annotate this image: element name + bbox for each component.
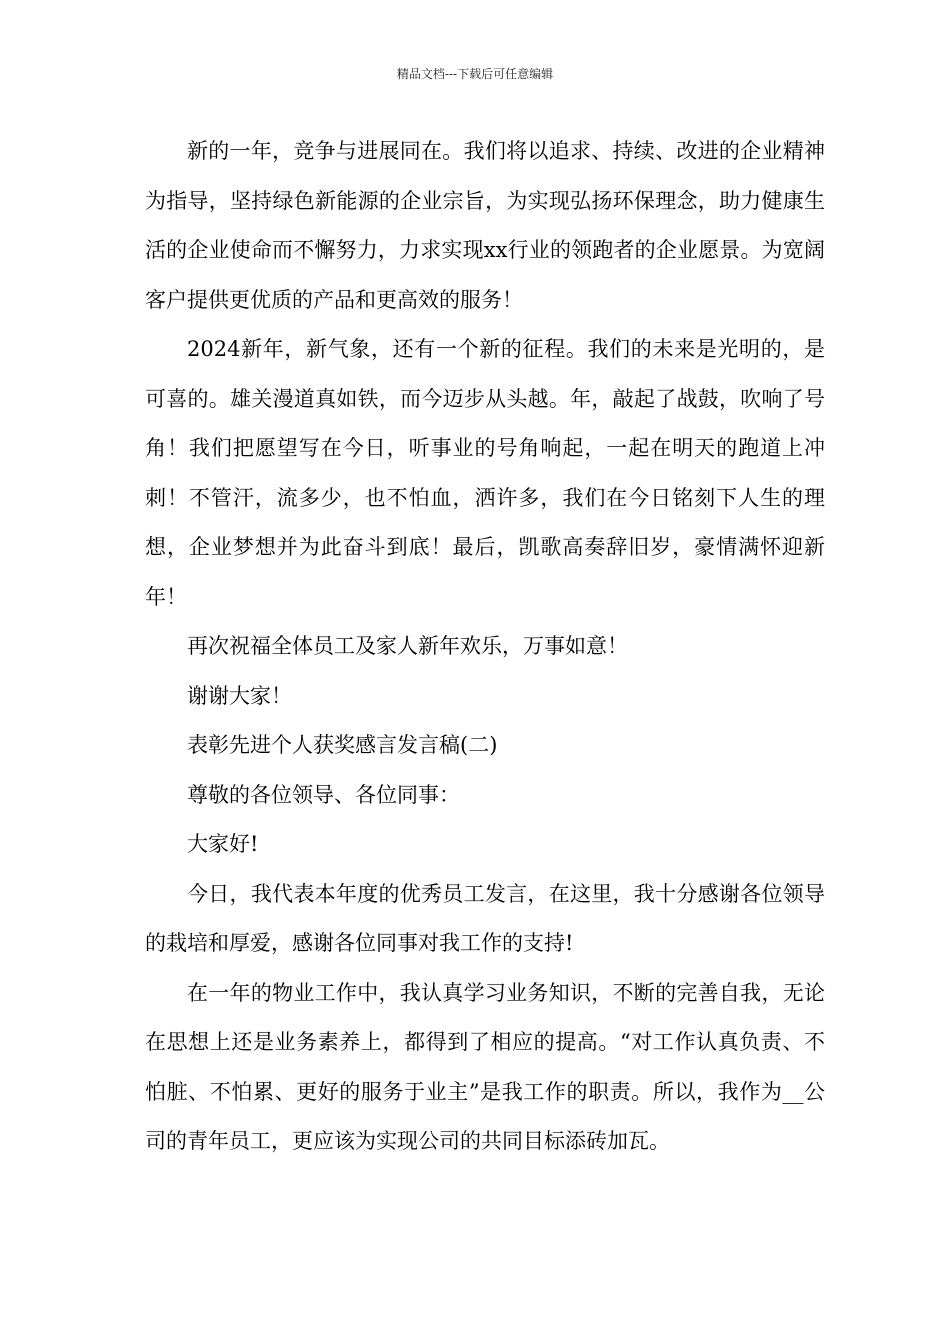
paragraph-work-summary: 在一年的物业工作中，我认真学习业务知识，不断的完善自我，无论在思想上还是业务素养上，都得到了相应的提高。“对工作认真负责、不怕脏、不怕累、更好的服务于业主”是我工作的职责。所以，我作为__公司的青年员工，更应该为实现公司的共同目标添砖加瓦。 [145,980,825,1153]
greeting: 大家好! [187,832,259,856]
paragraph-speech-intro: 今日，我代表本年度的优秀员工发言，在这里，我十分感谢各位领导的栽培和厚爱，感谢各位同事对我工作的支持! [145,881,825,955]
salutation: 尊敬的各位领导、各位同事： [187,782,460,807]
page-header: 精品文档---下载后可任意编辑 [396,67,554,81]
paragraph-thanks: 谢谢大家！ [187,683,292,708]
document-body [145,127,825,1167]
paragraph-wishes: 再次祝福全体员工及家人新年欢乐，万事如意！ [187,634,628,658]
section-title: 表彰先进个人获奖感言发言稿(二) [187,733,498,757]
paragraph-enterprise-vision: 新的一年，竞争与进展同在。我们将以追求、持续、改进的企业精神为指导，坚持绿色新能源的企业宗旨，为实现弘扬环保理念，助力健康生活的企业使命而不懈努力，力求实现xx行业的领跑者的企业愿景。为宽阔客户提供更优质的产品和更高效的服务！ [145,139,825,312]
paragraph-new-year: 2024新年，新气象，还有一个新的征程。我们的未来是光明的，是可喜的。雄关漫道真如铁，而今迈步从头越。年，敲起了战鼓，吹响了号角！我们把愿望写在今日，听事业的号角响起，一起在明天的跑道上冲刺！不管汗，流多少，也不怕血，洒许多，我们在今日铭刻下人生的理想，企业梦想并为此奋斗到底！最后，凯歌高奏辞旧岁，豪情满怀迎新年！ [145,337,825,609]
